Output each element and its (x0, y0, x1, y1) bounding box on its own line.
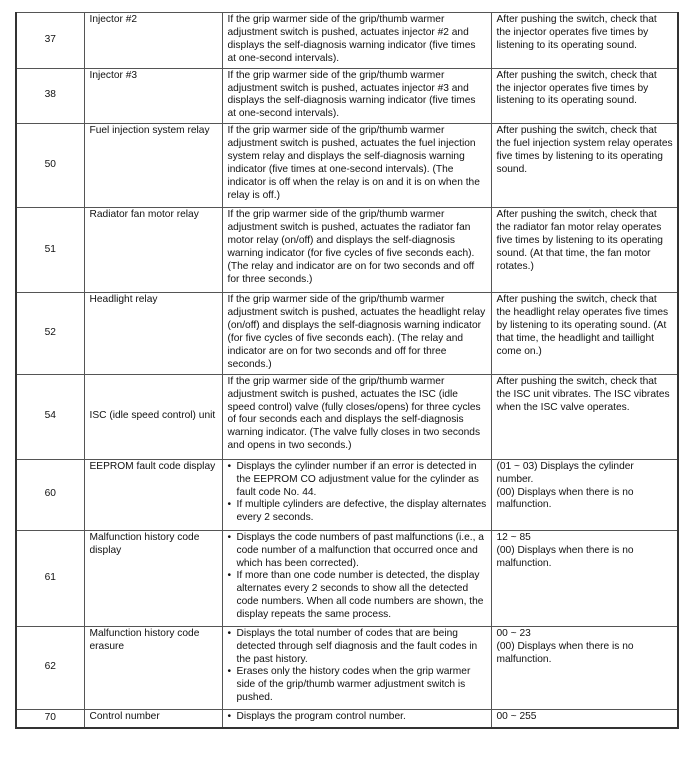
actuation-description (222, 530, 491, 626)
code-number: 51 (16, 208, 84, 293)
code-number: 50 (16, 124, 84, 208)
actuation-description (222, 626, 491, 709)
check-procedure: After pushing the switch, check that the headlight relay operates five times by listening to its operating sound. (At that time, the headlight and taillight come on.) (491, 293, 678, 374)
table-row (16, 13, 678, 69)
actuation-description: If the grip warmer side of the grip/thumb warmer adjustment switch is pushed, actuates injector #3 and displays the self-diagnosis warning indicator (five times at one-second intervals). (222, 68, 491, 124)
table-row (16, 124, 678, 208)
bullet-list (228, 461, 487, 526)
actuation-description: If the grip warmer side of the grip/thumb warmer adjustment switch is pushed, actuates the ISC (idle speed control) valve (fully closes/opens) for three cycles of four seconds each and displays the self-diagnosis warning indicator. (The valve fully closes in two seconds and opens in two seconds.) (222, 374, 491, 459)
code-number: 38 (16, 68, 84, 124)
bullet-list (228, 532, 487, 622)
code-number: 70 (16, 709, 84, 728)
check-procedure: After pushing the switch, check that the fuel injection system relay operates five times by listening to its operating sound. (491, 124, 678, 208)
item-name: Injector #3 (84, 68, 222, 124)
table-row (16, 626, 678, 709)
bullet-item: • If multiple cylinders are defective, the display alternates every 2 seconds. (228, 499, 487, 525)
code-number: 54 (16, 374, 84, 459)
code-number: 52 (16, 293, 84, 374)
item-name: Headlight relay (84, 293, 222, 374)
item-name: Radiator fan motor relay (84, 208, 222, 293)
bullet-item: • Displays the code numbers of past malfunctions (i.e., a code number of a malfunction that occurred once and which has been corrected). (228, 532, 487, 571)
actuation-description: If the grip warmer side of the grip/thumb warmer adjustment switch is pushed, actuates the headlight relay (on/off) and displays the self-diagnosis warning indicator (for five cycles of five seconds each). (The relay and indicator are on for two seconds and off for three seconds.) (222, 293, 491, 374)
bullet-item: • Erases only the history codes when the grip warmer side of the grip/thumb warmer adjustment switch is pushed. (228, 666, 487, 705)
check-procedure: After pushing the switch, check that the radiator fan motor relay operates five times by listening to its operating sound. (At that time, the fan motor rotates.) (491, 208, 678, 293)
check-procedure: After pushing the switch, check that the ISC unit vibrates. The ISC vibrates when the ISC valve operates. (491, 374, 678, 459)
table-row (16, 530, 678, 626)
bullet-item: • Displays the program control number. (228, 711, 487, 724)
bullet-list (228, 628, 487, 705)
item-name: Injector #2 (84, 13, 222, 69)
item-name: Fuel injection system relay (84, 124, 222, 208)
actuation-description: If the grip warmer side of the grip/thumb warmer adjustment switch is pushed, actuates the radiator fan motor relay (on/off) and displays the self-diagnosis warning indicator (for five cycles of five seconds each). (The relay and indicator are on for two seconds and off for three seconds.) (222, 208, 491, 293)
table-row (16, 293, 678, 374)
item-name: Malfunction history code erasure (84, 626, 222, 709)
bullet-item: • Displays the total number of codes that are being detected through self diagnosis and the fault codes in the past history. (228, 628, 487, 667)
check-procedure: 00 ~ 23 (00) Displays when there is no malfunction. (491, 626, 678, 709)
check-procedure: 12 ~ 85 (00) Displays when there is no malfunction. (491, 530, 678, 626)
check-procedure: 00 ~ 255 (491, 709, 678, 728)
bullet-item: • Displays the cylinder number if an error is detected in the EEPROM CO adjustment value for the cylinder as fault code No. 44. (228, 461, 487, 500)
code-number: 37 (16, 13, 84, 69)
check-procedure: After pushing the switch, check that the injector operates five times by listening to its operating sound. (491, 68, 678, 124)
actuation-description: If the grip warmer side of the grip/thumb warmer adjustment switch is pushed, actuates the fuel injection system relay and displays the self-diagnosis warning indicator (five times at one-second intervals). (The indicator is off when the relay is on and it is on when the relay is off.) (222, 124, 491, 208)
bullet-list (228, 711, 487, 724)
table-row (16, 208, 678, 293)
check-procedure: After pushing the switch, check that the injector operates five times by listening to its operating sound. (491, 13, 678, 69)
item-name: ISC (idle speed control) unit (84, 374, 222, 459)
table-row (16, 709, 678, 728)
diagnostic-code-table (15, 12, 679, 729)
table-row (16, 374, 678, 459)
code-number: 60 (16, 459, 84, 530)
table-row (16, 68, 678, 124)
bullet-item: • If more than one code number is detected, the display alternates every 2 seconds to show all the detected code numbers. When all code numbers are shown, the display repeats the same process. (228, 570, 487, 622)
table-row (16, 459, 678, 530)
actuation-description: If the grip warmer side of the grip/thumb warmer adjustment switch is pushed, actuates injector #2 and displays the self-diagnosis warning indicator (five times at one-second intervals). (222, 13, 491, 69)
actuation-description (222, 709, 491, 728)
actuation-description (222, 459, 491, 530)
code-number: 62 (16, 626, 84, 709)
code-number: 61 (16, 530, 84, 626)
item-name: EEPROM fault code display (84, 459, 222, 530)
check-procedure: (01 ~ 03) Displays the cylinder number. (00) Displays when there is no malfunction. (491, 459, 678, 530)
item-name: Control number (84, 709, 222, 728)
item-name: Malfunction history code display (84, 530, 222, 626)
